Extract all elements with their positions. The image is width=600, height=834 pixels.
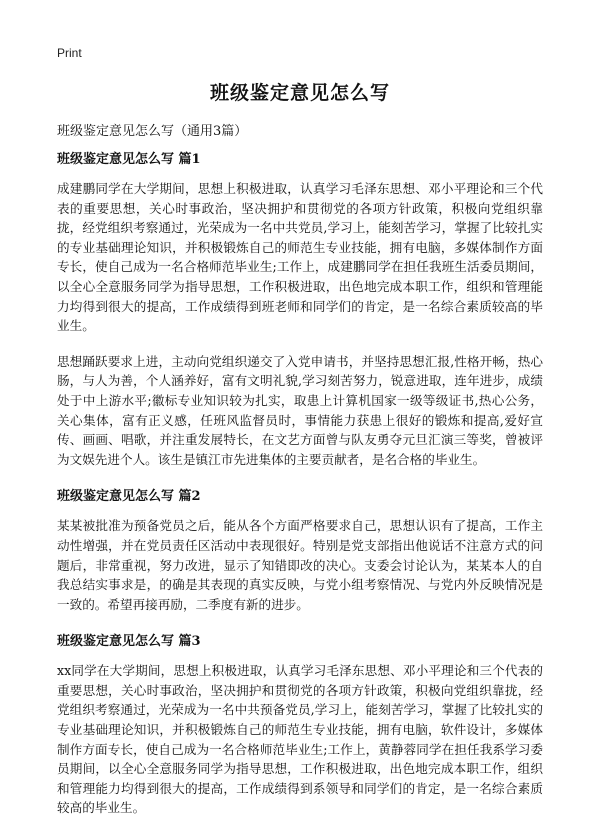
document-body	[57, 148, 543, 834]
paragraph: 思想踊跃要求上进，主动向党组织递交了入党申请书，并坚持思想汇报,性格开畅，热心肠，与人为善，个人涵养好，富有文明礼貌,学习刻苦努力，锐意进取，连年进步，成绩处于中上游水平;徽标专业知识较为扎实，取患上计算机国家一级等级证书,热心公务，关心集体，富有正义感，任班风监督员时，事情能力获患上很好的锻炼和提高,爱好宣传、画画、唱歌，并注重发展特长，在文艺方面曾与队友勇夺元旦汇演三等奖，曾被评为文娱先进个人。该生是镇江市先进集体的主要贡献者，是名合格的毕业生。	[57, 353, 543, 467]
page-title: 班级鉴定意见怎么写	[209, 82, 390, 104]
paragraph: 某某被批准为预备党员之后，能从各个方面严格要求自己，思想认识有了提高，工作主动性增强，并在党员责任区活动中表现很好。特别是党支部指出他说话不注意方式的问题后，非常重视，努力改进，显示了知错即改的决心。支委会讨论认为，某某本人的自我总结实事求是，的确是其表现的真实反映，与党小组考察情况、与党内外反映情况是一致的。希望再接再励，二季度有新的进步。	[57, 518, 543, 612]
section-1	[57, 148, 543, 469]
section-2	[57, 485, 543, 614]
paragraph: 成建鹏同学在大学期间，思想上积极进取，认真学习毛泽东思想、邓小平理论和三个代表的重要思想，关心时事政治，坚决拥护和贯彻党的各项方针政策，积极向党组织靠拢，经党组织考察通过，光荣成为一名中共党员,学习上，能刻苦学习，掌握了比较扎实的专业基础理论知识，并积极锻炼自己的师范生专业技能，拥有电脑，多媒体制作方面专长，使自己成为一名合格师范毕业生;工作上，成建鹏同学在担任我班生活委员期间，以全心全意服务同学为指导思想，工作积极进取，出色地完成本职工作，组织和管理能力均得到很大的提高，工作成绩得到班老师和同学们的肯定，是一名综合素质较高的毕业生。	[57, 181, 543, 334]
print-link[interactable]: Print	[57, 46, 82, 60]
section-3	[57, 630, 543, 818]
section-heading: 班级鉴定意见怎么写 篇2	[57, 489, 201, 505]
paragraph: xx同学在大学期间，思想上积极进取，认真学习毛泽东思想、邓小平理论和三个代表的重要思想，关心时事政治，坚决拥护和贯彻党的各项方针政策，积极向党组织靠拢，经党组织考察通过，光荣成为一名中共预备党员,学习上，能刻苦学习，掌握了比较扎实的专业基础理论知识，并积极锻炼自己的师范生专业技能，拥有电脑，软件设计，多媒体制作方面专长，使自己成为一名合格师范毕业生;工作上，黄静蓉同学在担任我系学习委员期间，以全心全意服务同学为指导思想，工作积极进取，出色地完成本职工作，组织和管理能力均得到很大的提高，工作成绩得到系领导和同学们的肯定，是一名综合素质较高的毕业生。	[57, 663, 543, 816]
section-heading: 班级鉴定意见怎么写 篇3	[57, 634, 201, 650]
section-heading: 班级鉴定意见怎么写 篇1	[57, 152, 201, 167]
document-subtitle: 班级鉴定意见怎么写（通用3篇）	[57, 124, 248, 139]
